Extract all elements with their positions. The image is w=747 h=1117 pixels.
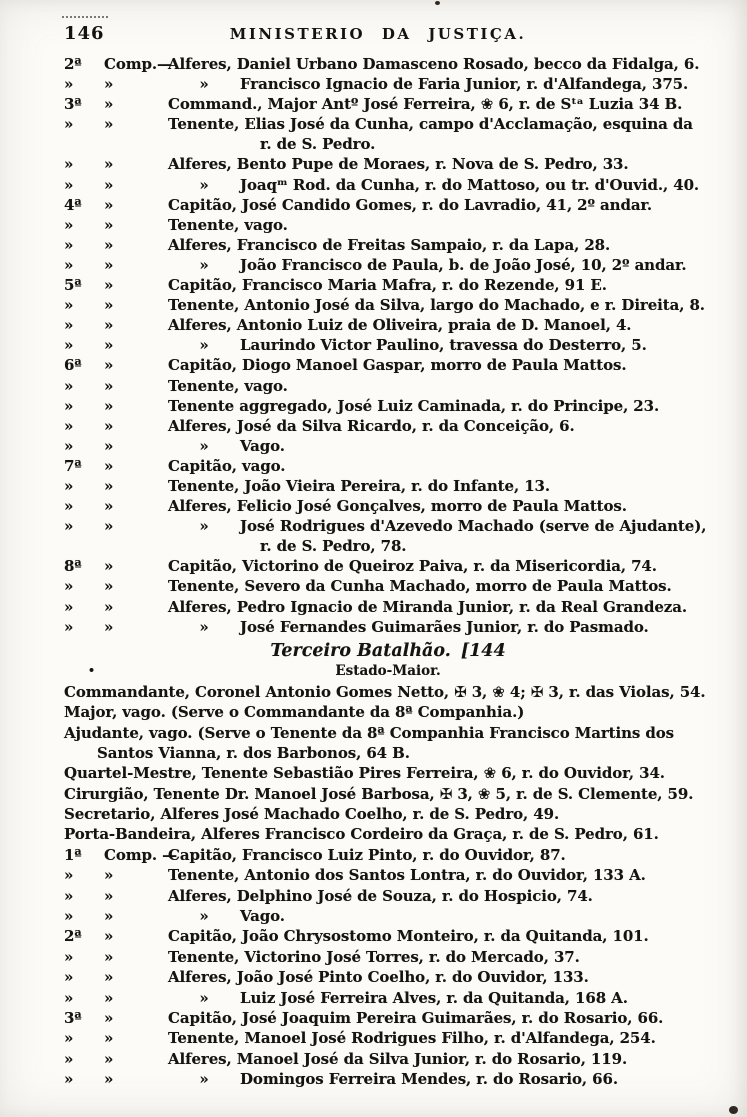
roster-line — [64, 496, 712, 516]
company-ordinal: » — [64, 175, 74, 194]
ditto-mark: » — [104, 175, 114, 194]
roster-line — [64, 456, 712, 476]
page-content — [64, 54, 712, 1090]
company-ordinal: » — [64, 907, 74, 926]
staff-line — [64, 763, 712, 783]
ditto-mark: » — [199, 907, 209, 926]
roster-line — [64, 175, 712, 195]
entry-text: Luiz José Ferreira Alves, r. da Quitanda, 168 A. — [240, 988, 628, 1007]
entry-text: Capitão, José Candido Gomes, r. do Lavradio, 41, 2º andar. — [168, 195, 653, 214]
company-ordinal: » — [64, 436, 74, 455]
roster-line — [64, 54, 712, 74]
entry-text: Tenente, Antonio dos Santos Lontra, r. do Ouvidor, 133 A. — [168, 866, 646, 885]
entry-text: r. de S. Pedro. — [260, 135, 376, 154]
roster-line — [64, 988, 712, 1008]
ditto-mark: » — [104, 597, 114, 616]
ditto-mark: » — [199, 1070, 209, 1089]
roster-line — [64, 1049, 712, 1069]
ditto-mark: » — [104, 1029, 114, 1048]
ditto-mark: » — [199, 255, 209, 274]
company-ordinal: 2ª — [64, 55, 82, 73]
roster-line — [64, 576, 712, 596]
roster-line — [64, 355, 712, 375]
ditto-mark: » — [104, 155, 114, 174]
ditto-mark: Comp. — — [104, 845, 178, 864]
staff-line — [64, 824, 712, 844]
ditto-mark: » — [104, 1049, 114, 1068]
entry-text: Major, vago. (Serve o Commandante da 8ª Companhia.) — [64, 703, 525, 722]
company-ordinal: » — [64, 75, 74, 94]
ditto-mark: » — [104, 1070, 114, 1089]
ditto-mark: » — [104, 95, 114, 114]
ditto-mark: » — [104, 296, 114, 315]
staff-line — [64, 702, 712, 722]
entry-text: Vago. — [240, 436, 285, 455]
continuation-line — [64, 743, 712, 763]
roster-line — [64, 235, 712, 255]
company-ordinal: » — [64, 476, 74, 495]
section-battalion-roster — [64, 682, 712, 1090]
company-ordinal: 3ª — [64, 95, 82, 114]
ditto-mark: » — [104, 115, 114, 134]
roster-line — [64, 947, 712, 967]
company-ordinal: » — [64, 517, 74, 536]
entry-text: Tenente, vago. — [168, 376, 288, 395]
continuation-line — [64, 536, 712, 556]
company-ordinal: » — [64, 235, 74, 254]
company-ordinal: » — [64, 1070, 74, 1089]
staff-line — [64, 723, 712, 743]
company-ordinal: » — [64, 988, 74, 1007]
company-ordinal: » — [64, 255, 74, 274]
company-ordinal: 5ª — [64, 276, 82, 295]
company-ordinal: » — [64, 336, 74, 355]
roster-line — [64, 215, 712, 235]
entry-text: Command., Major Antº José Ferreira, ❀ 6, r. de Sᵗᵃ Luzia 34 B. — [168, 95, 683, 114]
company-ordinal: » — [64, 1029, 74, 1048]
continuation-line — [64, 134, 712, 154]
entry-text: Porta-Bandeira, Alferes Francisco Cordeiro da Graça, r. de S. Pedro, 61. — [64, 825, 659, 844]
roster-line — [64, 154, 712, 174]
company-ordinal: » — [64, 617, 74, 636]
entry-text: Tenente, Antonio José da Silva, largo do Machado, e r. Direita, 8. — [168, 296, 705, 315]
roster-line — [64, 926, 712, 946]
ditto-mark: » — [104, 255, 114, 274]
roster-line — [64, 195, 712, 215]
entry-text: Tenente, João Vieira Pereira, r. do Infante, 13. — [168, 476, 550, 495]
entry-text: Alferes, Delphino José de Souza, r. do Hospicio, 74. — [168, 886, 593, 905]
ditto-mark: » — [104, 456, 114, 475]
roster-line — [64, 315, 712, 335]
entry-text: Vago. — [240, 907, 285, 926]
ditto-mark: » — [104, 316, 114, 335]
company-ordinal: » — [64, 316, 74, 335]
ditto-mark: » — [104, 276, 114, 295]
ditto-mark: » — [199, 617, 209, 636]
bullet-marker: • — [88, 663, 96, 677]
roster-line — [64, 886, 712, 906]
roster-line — [64, 1028, 712, 1048]
section-companies-roster — [64, 54, 712, 637]
company-ordinal: » — [64, 577, 74, 596]
company-ordinal: » — [64, 376, 74, 395]
company-ordinal: » — [64, 866, 74, 885]
ditto-mark: » — [104, 396, 114, 415]
entry-text: José Fernandes Guimarães Junior, r. do Pasmado. — [240, 617, 649, 636]
entry-text: Capitão, José Joaquim Pereira Guimarães, r. do Rosario, 66. — [168, 1008, 664, 1027]
entry-text: Tenente aggregado, José Luiz Caminada, r. do Principe, 23. — [168, 396, 660, 415]
ditto-mark: » — [104, 215, 114, 234]
ditto-mark: » — [199, 75, 209, 94]
ditto-mark: » — [199, 336, 209, 355]
company-ordinal: » — [64, 497, 74, 516]
roster-line — [64, 906, 712, 926]
company-ordinal: 3ª — [64, 1008, 82, 1027]
entry-text: Tenente, Elias José da Cunha, campo d'Acclamação, esquina da — [168, 115, 693, 134]
entry-text: Francisco Ignacio de Faria Junior, r. d'Alfandega, 375. — [240, 75, 689, 94]
roster-line — [64, 1008, 712, 1028]
entry-text: Tenente, Victorino José Torres, r. do Mercado, 37. — [168, 947, 580, 966]
entry-text: Domingos Ferreira Mendes, r. do Rosario, 66. — [240, 1070, 618, 1089]
page-number: 146 — [64, 23, 105, 44]
entry-text: José Rodrigues d'Azevedo Machado (serve de Ajudante), — [240, 517, 707, 536]
ditto-mark: » — [104, 968, 114, 987]
entry-text: Alferes, Bento Pupe de Moraes, r. Nova de S. Pedro, 33. — [168, 155, 629, 174]
roster-line — [64, 967, 712, 987]
entry-text: Capitão, vago. — [168, 456, 286, 475]
ditto-mark: » — [199, 988, 209, 1007]
entry-text: Alferes, Daniel Urbano Damasceno Rosado, becco da Fidalga, 6. — [168, 55, 700, 73]
roster-line — [64, 845, 712, 865]
entry-text: Tenente, vago. — [168, 215, 288, 234]
battalion-page-ref: [144 — [460, 640, 506, 661]
roster-line — [64, 865, 712, 885]
ditto-mark: » — [199, 436, 209, 455]
roster-line — [64, 436, 712, 456]
roster-line — [64, 335, 712, 355]
entry-text: João Francisco de Paula, b. de João José, 10, 2º andar. — [240, 255, 687, 274]
roster-line — [64, 114, 712, 134]
ditto-mark: » — [104, 947, 114, 966]
company-ordinal: 2ª — [64, 927, 82, 946]
entry-text: Laurindo Victor Paulino, travessa do Desterro, 5. — [240, 336, 647, 355]
ditto-mark: » — [104, 195, 114, 214]
company-ordinal: 8ª — [64, 557, 82, 576]
roster-line — [64, 396, 712, 416]
entry-text: Alferes, Francisco de Freitas Sampaio, r. da Lapa, 28. — [168, 235, 611, 254]
company-ordinal: 7ª — [64, 456, 82, 475]
ditto-mark: » — [104, 497, 114, 516]
roster-line — [64, 275, 712, 295]
estado-maior-subheading — [64, 663, 712, 680]
staff-line — [64, 804, 712, 824]
entry-text: Secretario, Alferes José Machado Coelho, r. de S. Pedro, 49. — [64, 805, 560, 824]
ditto-mark: » — [104, 988, 114, 1007]
entry-text: Tenente, Severo da Cunha Machado, morro de Paula Mattos. — [168, 577, 672, 596]
entry-text: Cirurgião, Tenente Dr. Manoel José Barbosa, ✠ 3, ❀ 5, r. de S. Clemente, 59. — [64, 784, 694, 803]
subheading-text: Estado-Maior. — [335, 662, 441, 679]
entry-text: Capitão, Francisco Maria Mafra, r. do Rezende, 91 E. — [168, 276, 607, 295]
ditto-mark: Comp.— — [104, 55, 172, 73]
ditto-mark: » — [104, 577, 114, 596]
battalion-title: Terceiro Batalhão. — [270, 640, 451, 661]
company-ordinal: » — [64, 886, 74, 905]
company-ordinal: » — [64, 947, 74, 966]
roster-line — [64, 74, 712, 94]
ditto-mark: » — [104, 886, 114, 905]
company-ordinal: » — [64, 296, 74, 315]
ditto-mark: » — [104, 336, 114, 355]
entry-text: Capitão, João Chrysostomo Monteiro, r. da Quitanda, 101. — [168, 927, 649, 946]
entry-text: Santos Vianna, r. dos Barbonos, 64 B. — [97, 743, 410, 762]
entry-text: Ajudante, vago. (Serve o Tenente da 8ª Companhia Francisco Martins dos — [64, 723, 675, 742]
entry-text: Alferes, Pedro Ignacio de Miranda Junior, r. da Real Grandeza. — [168, 597, 687, 616]
roster-line — [64, 556, 712, 576]
battalion-heading — [64, 640, 712, 663]
company-ordinal: » — [64, 416, 74, 435]
ditto-mark: » — [104, 1008, 114, 1027]
ditto-mark: » — [199, 175, 209, 194]
entry-text: Capitão, Francisco Luiz Pinto, r. do Ouvidor, 87. — [168, 845, 566, 864]
company-ordinal: » — [64, 115, 74, 134]
company-ordinal: 1ª — [64, 845, 82, 864]
entry-text: Alferes, Antonio Luiz de Oliveira, praia de D. Manoel, 4. — [168, 316, 632, 335]
company-ordinal: 4ª — [64, 195, 82, 214]
ditto-mark: » — [104, 376, 114, 395]
company-ordinal: » — [64, 968, 74, 987]
entry-text: Quartel-Mestre, Tenente Sebastião Pires Ferreira, ❀ 6, r. do Ouvidor, 34. — [64, 764, 665, 783]
roster-line — [64, 255, 712, 275]
roster-line — [64, 94, 712, 114]
ditto-mark: » — [104, 927, 114, 946]
entry-text: Capitão, Victorino de Queiroz Paiva, r. da Misericordia, 74. — [168, 557, 657, 576]
ditto-mark: » — [104, 907, 114, 926]
ditto-mark: » — [104, 557, 114, 576]
ditto-mark: » — [104, 416, 114, 435]
entry-text: Commandante, Coronel Antonio Gomes Netto, ✠ 3, ❀ 4; ✠ 3, r. das Violas, 54. — [64, 682, 706, 701]
staff-line — [64, 682, 712, 702]
entry-text: Alferes, João José Pinto Coelho, r. do Ouvidor, 133. — [168, 968, 589, 987]
company-ordinal: » — [64, 155, 74, 174]
company-ordinal: » — [64, 396, 74, 415]
company-ordinal: » — [64, 1049, 74, 1068]
entry-text: Alferes, Manoel José da Silva Junior, r. do Rosario, 119. — [168, 1049, 628, 1068]
company-ordinal: » — [64, 597, 74, 616]
ditto-mark: » — [104, 476, 114, 495]
company-ordinal: » — [64, 215, 74, 234]
ditto-mark: » — [104, 75, 114, 94]
ditto-mark: » — [104, 866, 114, 885]
page-title: MINISTERIO DA JUSTIÇA. — [229, 25, 527, 43]
ink-speck — [435, 1, 440, 5]
roster-line — [64, 516, 712, 536]
roster-line — [64, 476, 712, 496]
roster-line — [64, 295, 712, 315]
ditto-mark: » — [104, 517, 114, 536]
roster-line — [64, 416, 712, 436]
entry-text: Alferes, Felicio José Gonçalves, morro de Paula Mattos. — [168, 497, 627, 516]
ditto-mark: » — [104, 356, 114, 375]
ditto-mark: » — [104, 235, 114, 254]
entry-text: Alferes, José da Silva Ricardo, r. da Conceição, 6. — [168, 416, 575, 435]
roster-line — [64, 597, 712, 617]
roster-line — [64, 617, 712, 637]
ink-speck — [729, 1106, 738, 1114]
ditto-mark: » — [104, 617, 114, 636]
scan-artifact-dots — [62, 16, 108, 18]
company-ordinal: 6ª — [64, 356, 82, 375]
ditto-mark: » — [104, 436, 114, 455]
ditto-mark: » — [199, 517, 209, 536]
entry-text: Capitão, Diogo Manoel Gaspar, morro de Paula Mattos. — [168, 356, 627, 375]
roster-line — [64, 1069, 712, 1089]
entry-text: Tenente, Manoel José Rodrigues Filho, r. d'Alfandega, 254. — [168, 1029, 656, 1048]
staff-line — [64, 784, 712, 804]
page-header — [64, 22, 692, 46]
roster-line — [64, 376, 712, 396]
entry-text: r. de S. Pedro, 78. — [260, 537, 407, 556]
entry-text: Joaqᵐ Rod. da Cunha, r. do Mattoso, ou tr. d'Ouvid., 40. — [240, 175, 700, 194]
